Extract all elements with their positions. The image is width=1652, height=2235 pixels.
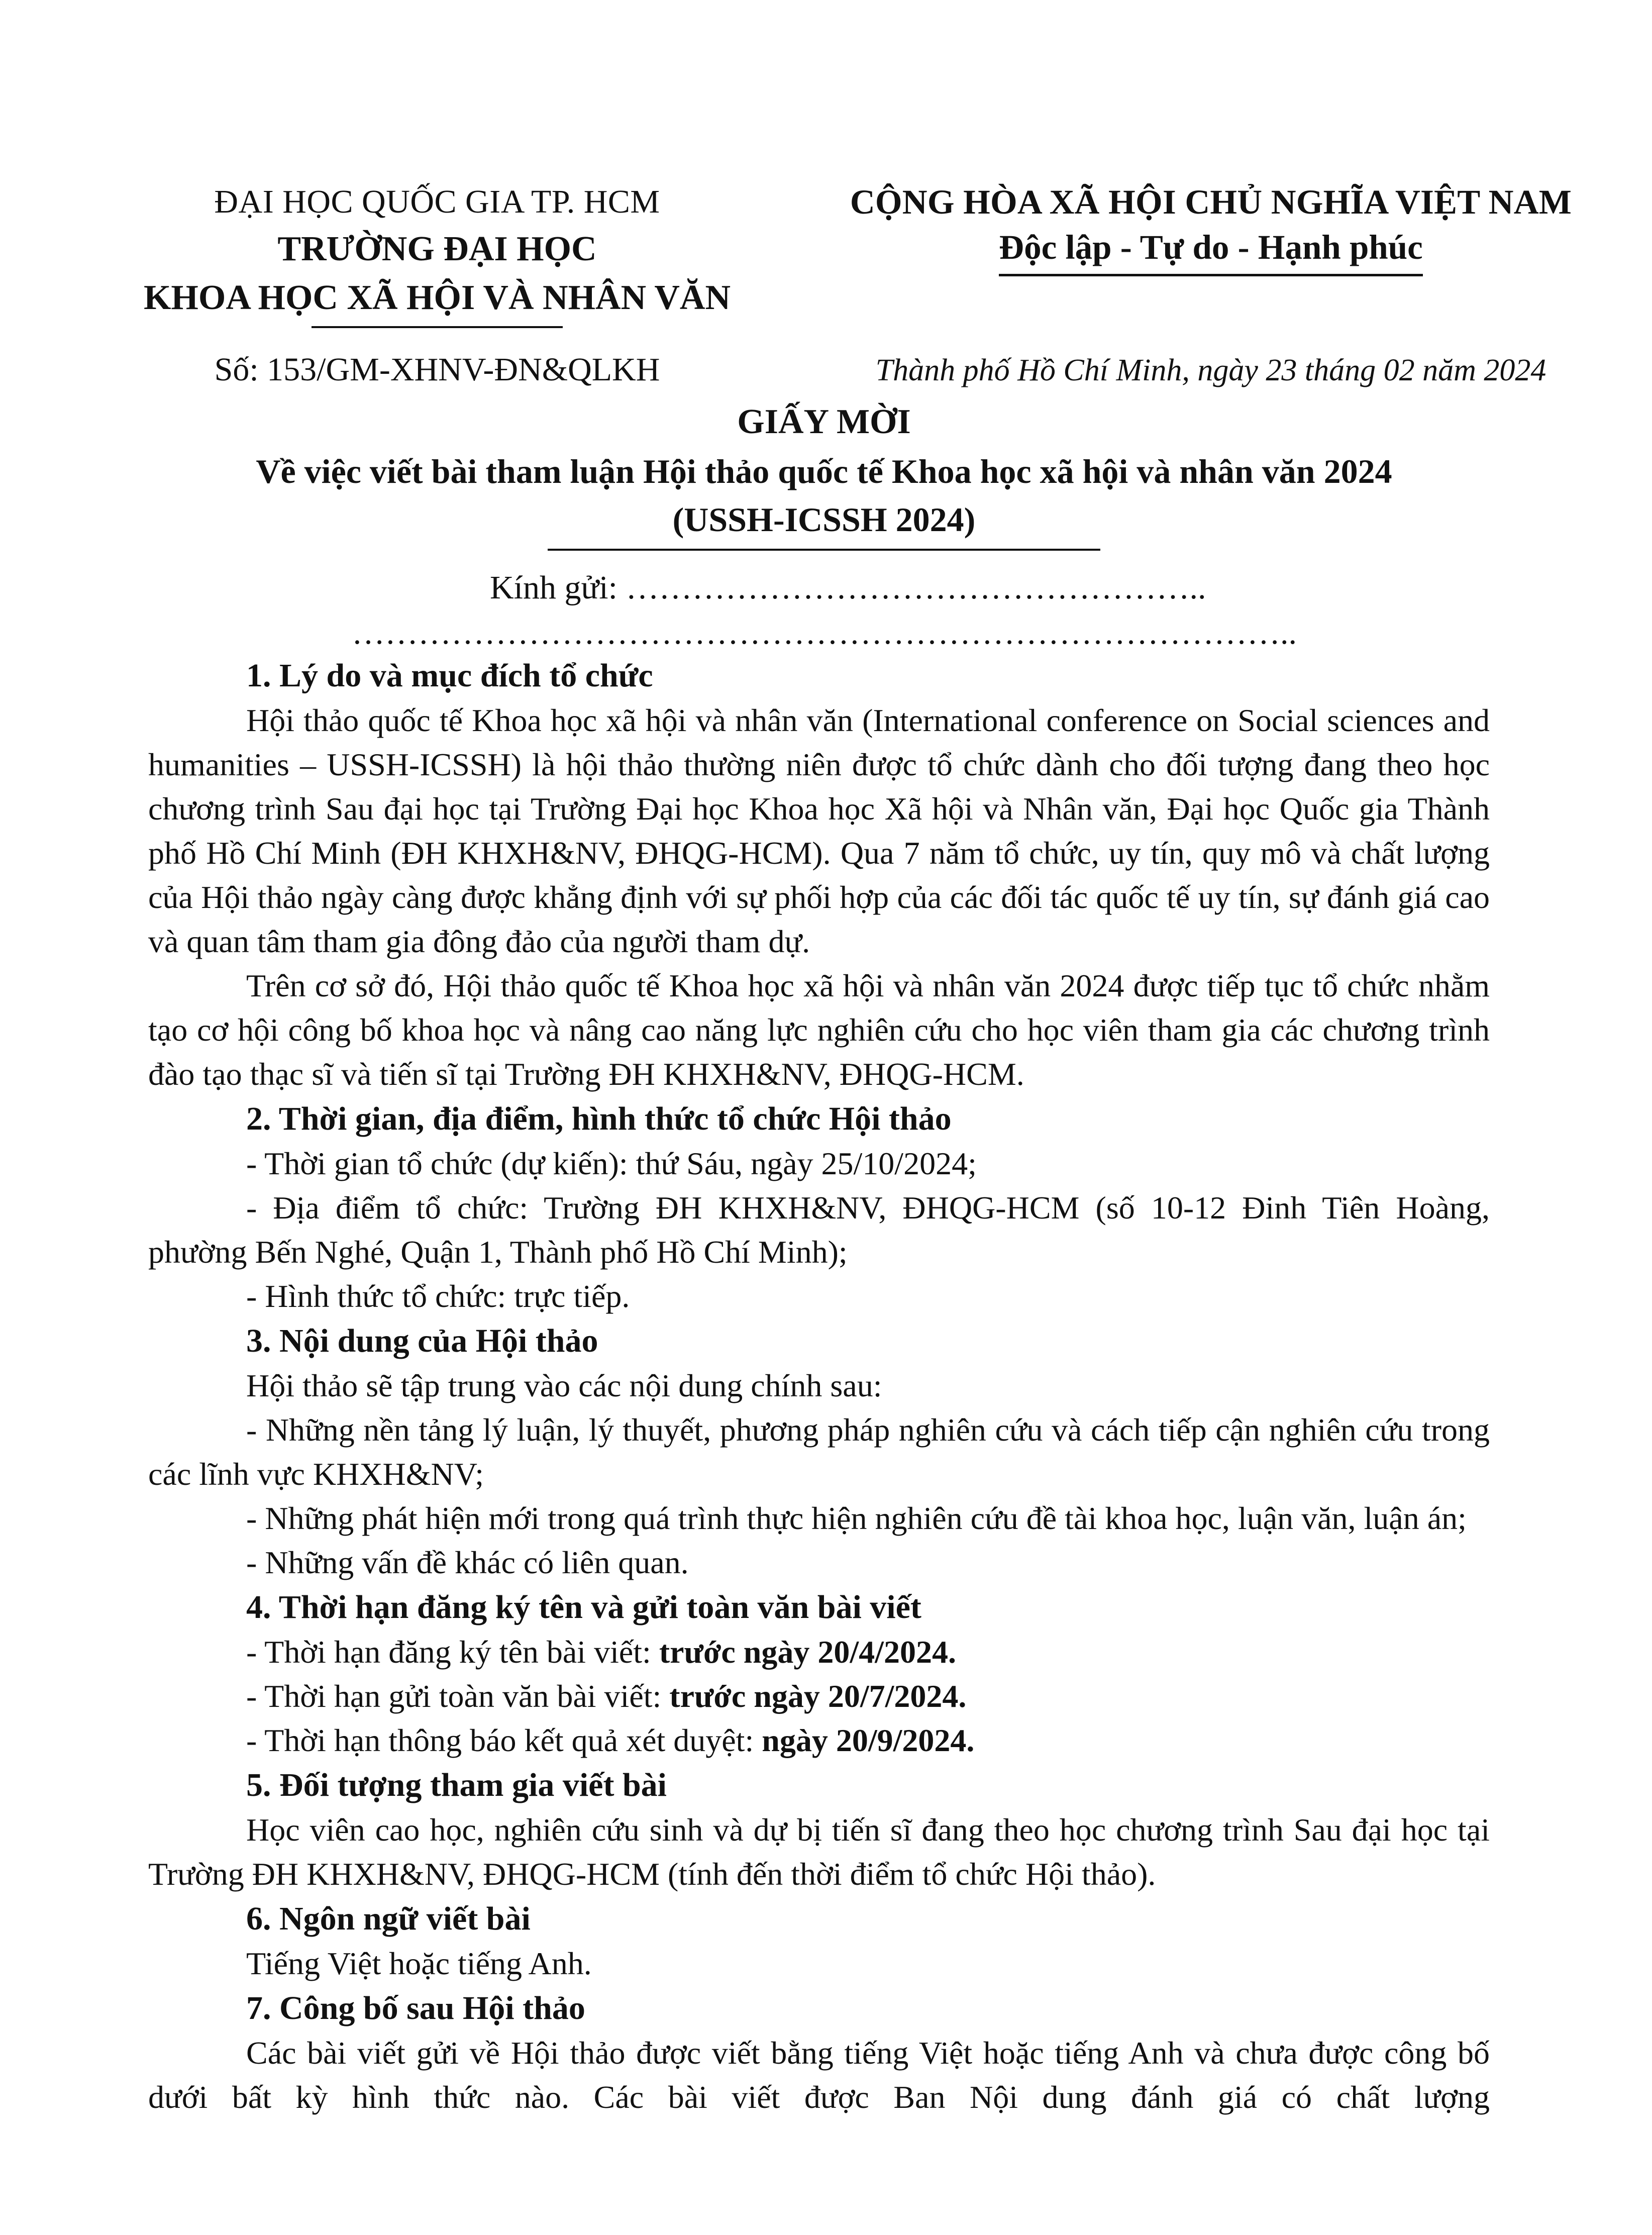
list-item: - Thời gian tổ chức (dự kiến): thứ Sáu, ngày 25/10/2024; bbox=[246, 1146, 977, 1181]
country-name: CỘNG HÒA XÃ HỘI CHỦ NGHĨA VIỆT NAM bbox=[850, 183, 1572, 221]
deadline-date: trước ngày 20/4/2024. bbox=[659, 1634, 956, 1670]
list-item: - Địa điểm tổ chức: Trường ĐH KHXH&NV, ĐHQG-HCM (số 10-12 Đinh Tiên Hoàng, phường Bến Nghé, Quận 1, Thành phố Hồ Chí Minh); bbox=[148, 1190, 1490, 1270]
section-heading: 1. Lý do và mục đích tổ chức bbox=[246, 657, 653, 694]
salutation-dotline: ………………………………………………………………………….. bbox=[352, 615, 1297, 651]
deadline-date: ngày 20/9/2024. bbox=[762, 1722, 975, 1758]
list-item: - Những vấn đề khác có liên quan. bbox=[246, 1545, 689, 1580]
issuer-parent-org: ĐẠI HỌC QUỐC GIA TP. HCM bbox=[214, 183, 660, 220]
paragraph: Các bài viết gửi về Hội thảo được viết bằng tiếng Việt hoặc tiếng Anh và chưa được công bố dưới bất kỳ hình thức nào. Các bài viết được Ban Nội dung đánh giá có chất lượng bbox=[148, 2035, 1490, 2115]
title-rule bbox=[548, 549, 1100, 551]
issuer-underline bbox=[312, 326, 563, 328]
salutation: Kính gửi: …………………………………………….. bbox=[490, 569, 1206, 606]
deadline-item bbox=[148, 1718, 1490, 1763]
deadline-label: - Thời hạn thông báo kết quả xét duyệt: bbox=[246, 1722, 762, 1758]
document-title-block bbox=[151, 397, 1497, 551]
document-title: GIẤY MỜI bbox=[737, 402, 911, 441]
list-item: - Những phát hiện mới trong quá trình thực hiện nghiên cứu đề tài khoa học, luận văn, luận án; bbox=[246, 1500, 1467, 1536]
section-heading: 3. Nội dung của Hội thảo bbox=[246, 1323, 598, 1359]
section-heading: 4. Thời hạn đăng ký tên và gửi toàn văn bài viết bbox=[246, 1589, 921, 1626]
paragraph: Học viên cao học, nghiên cứu sinh và dự bị tiến sĩ đang theo học chương trình Sau đại học tại Trường ĐH KHXH&NV, ĐHQG-HCM (tính đến thời điểm tổ chức Hội thảo). bbox=[148, 1812, 1490, 1892]
document-subject: Về việc viết bài tham luận Hội thảo quốc tế Khoa học xã hội và nhân văn 2024 bbox=[256, 452, 1392, 490]
deadline-item bbox=[148, 1630, 1490, 1674]
section-heading: 5. Đối tượng tham gia viết bài bbox=[246, 1767, 667, 1803]
deadline-item bbox=[148, 1674, 1490, 1718]
paragraph: Trên cơ sở đó, Hội thảo quốc tế Khoa học xã hội và nhân văn 2024 được tiếp tục tổ chức nhằm tạo cơ hội công bố khoa học và nâng cao năng lực nghiên cứu cho học viên tham gia các chương trình đào tạo thạc sĩ và tiến sĩ tại Trường ĐH KHXH&NV, ĐHQG-HCM. bbox=[148, 968, 1490, 1092]
list-item: - Hình thức tổ chức: trực tiếp. bbox=[246, 1278, 630, 1314]
section-heading: 2. Thời gian, địa điểm, hình thức tổ chức Hội thảo bbox=[246, 1100, 952, 1137]
issuer-name-line1: TRƯỜNG ĐẠI HỌC bbox=[277, 230, 597, 268]
list-item: - Những nền tảng lý luận, lý thuyết, phương pháp nghiên cứu và cách tiếp cận nghiên cứu trong các lĩnh vực KHXH&NV; bbox=[148, 1412, 1490, 1492]
section-heading: 7. Công bố sau Hội thảo bbox=[246, 1990, 585, 2026]
deadline-label: - Thời hạn đăng ký tên bài viết: bbox=[246, 1634, 659, 1670]
national-motto-block bbox=[824, 178, 1598, 394]
issuer-name-line2: KHOA HỌC XÃ HỘI VÀ NHÂN VĂN bbox=[143, 278, 731, 317]
national-motto: Độc lập - Tự do - Hạnh phúc bbox=[999, 226, 1422, 276]
paragraph: Tiếng Việt hoặc tiếng Anh. bbox=[246, 1946, 592, 1981]
deadline-date: trước ngày 20/7/2024. bbox=[669, 1678, 967, 1714]
issuer-block bbox=[100, 178, 774, 393]
document-number: Số: 153/GM-XHNV-ĐN&QLKH bbox=[214, 351, 660, 388]
document-body bbox=[148, 653, 1490, 2119]
paragraph: Hội thảo sẽ tập trung vào các nội dung chính sau: bbox=[246, 1368, 882, 1403]
place-and-date: Thành phố Hồ Chí Minh, ngày 23 tháng 02 năm 2024 bbox=[875, 353, 1546, 387]
conference-code: (USSH-ICSSH 2024) bbox=[672, 500, 976, 539]
paragraph: Hội thảo quốc tế Khoa học xã hội và nhân văn (International conference on Social sciences and humanities – USSH-ICSSH) là hội thảo thường niên được tổ chức dành cho đối tượng đang theo học chương trình Sau đại học tại Trường Đại học Khoa học Xã hội và Nhân văn, Đại học Quốc gia Thành phố Hồ Chí Minh (ĐH KHXH&NV, ĐHQG-HCM). Qua 7 năm tổ chức, uy tín, quy mô và chất lượng của Hội thảo ngày càng được khẳng định với sự phối hợp của các đối tác quốc tế uy tín, sự đánh giá cao và quan tâm tham gia đông đảo của người tham dự. bbox=[148, 702, 1490, 959]
deadline-label: - Thời hạn gửi toàn văn bài viết: bbox=[246, 1678, 670, 1714]
section-heading: 6. Ngôn ngữ viết bài bbox=[246, 1900, 531, 1937]
